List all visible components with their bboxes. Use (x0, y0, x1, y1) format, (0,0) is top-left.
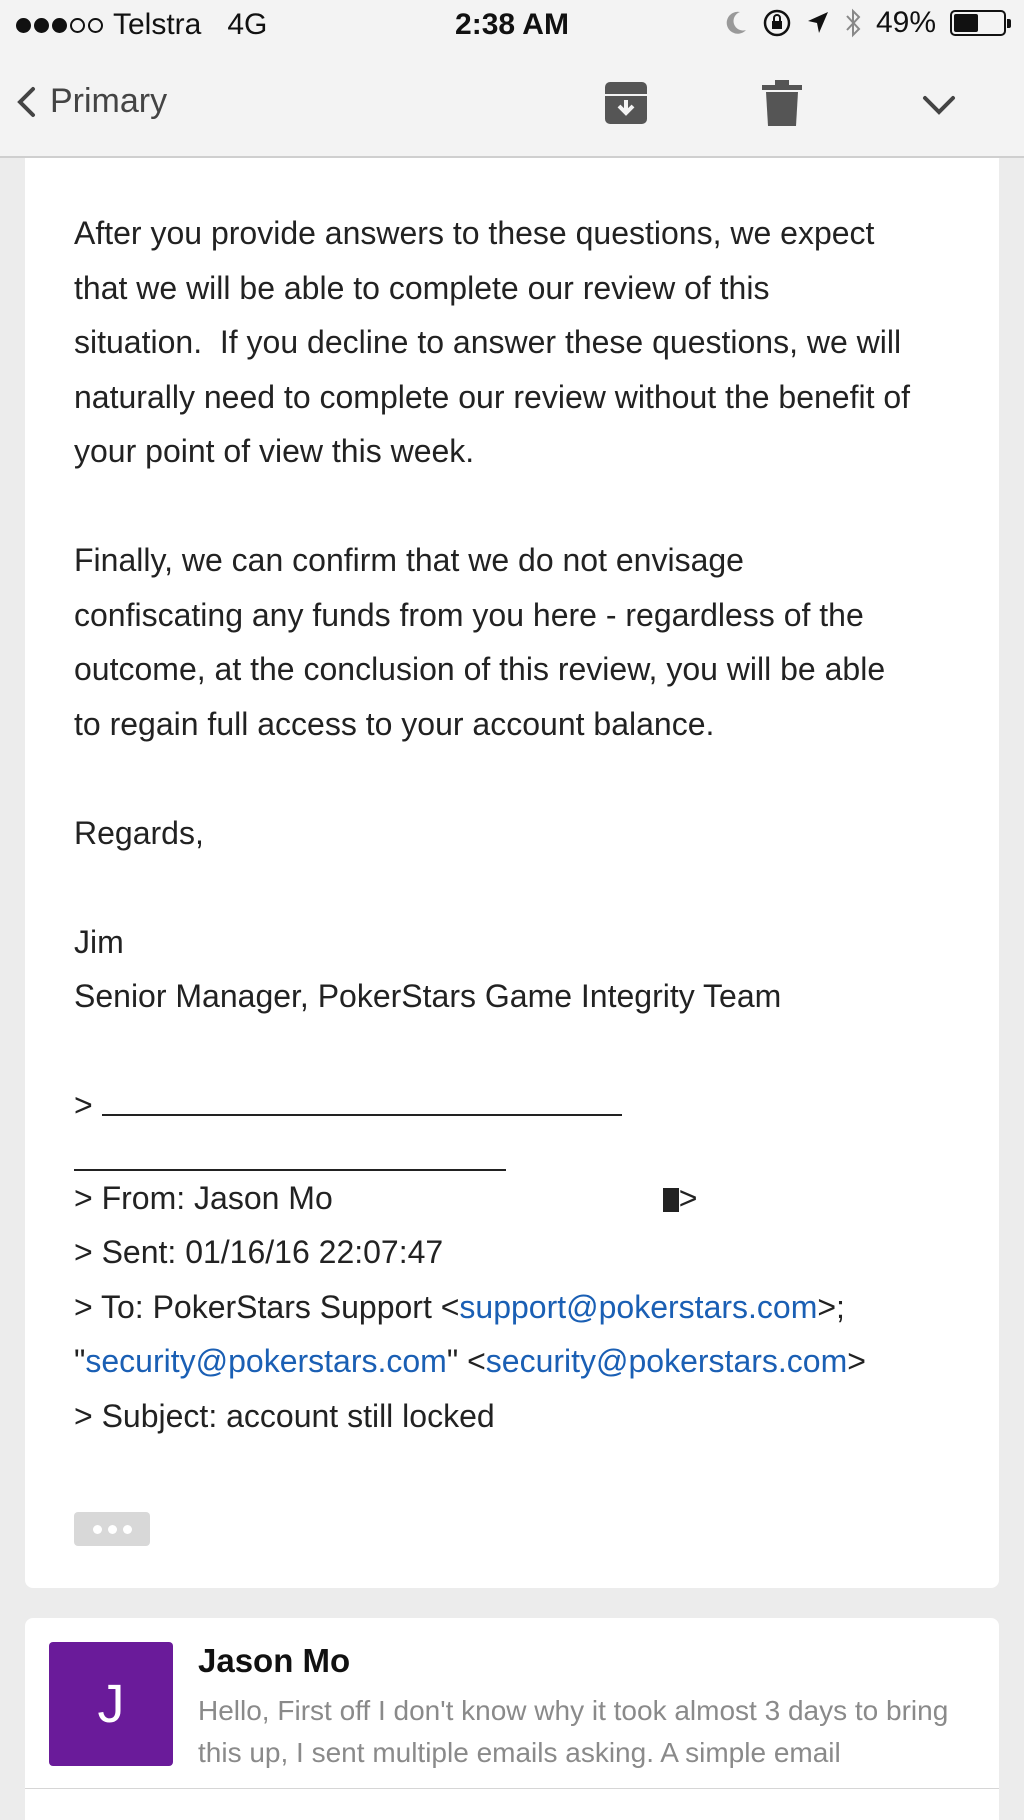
bluetooth-icon (844, 8, 862, 38)
email-message-card (25, 158, 999, 1588)
separator-line (74, 1133, 506, 1171)
separator-line (102, 1092, 622, 1116)
archive-icon[interactable] (603, 80, 649, 126)
email-body (74, 206, 1004, 1443)
text-line: confiscating any funds from you here - regardless of the (74, 596, 864, 633)
quoted-cc: "security@pokerstars.com" <security@pokerstars.com> (74, 1343, 866, 1379)
redacted-block (663, 1188, 679, 1212)
chevron-down-icon[interactable] (922, 94, 956, 116)
trash-icon[interactable] (762, 80, 802, 128)
text-line: Finally, we can confirm that we do not envisage (74, 542, 744, 578)
next-message-card[interactable] (25, 1618, 999, 1820)
message-snippet: Hello, First off I don't know why it took almost 3 days to bring this up, I sent multiple emails asking. A simple email (198, 1695, 949, 1768)
orientation-lock-icon (762, 8, 792, 38)
email-link[interactable]: security@pokerstars.com (485, 1343, 848, 1379)
text-line: to regain full access to your account balance. (74, 705, 715, 742)
quoted-from: > From: Jason Mo > (74, 1179, 698, 1216)
email-link[interactable]: support@pokerstars.com (459, 1288, 818, 1325)
carrier-name: Telstra (113, 8, 202, 41)
show-trimmed-content-button[interactable] (74, 1512, 150, 1546)
back-label: Primary (50, 82, 168, 120)
battery-percent: 49% (875, 6, 936, 39)
quoted-to: > To: PokerStars Support <support@pokerstars.com>; (74, 1288, 845, 1325)
text-line: After you provide answers to these questions, we expect (74, 215, 875, 251)
email-paragraph (74, 206, 1004, 479)
quote-marker: > (74, 1087, 93, 1123)
text-line: your point of view this week. (74, 433, 475, 469)
battery-icon (950, 10, 1006, 36)
signature-title: Senior Manager, PokerStars Game Integrity Team (74, 978, 782, 1014)
chevron-left-icon (16, 86, 36, 118)
quoted-subject: > Subject: account still locked (74, 1397, 495, 1434)
sender-name: Jason Mo (198, 1642, 351, 1679)
quote-separator (74, 1078, 1004, 1133)
text-line: outcome, at the conclusion of this review, you will be able (74, 651, 886, 687)
location-arrow-icon (806, 10, 830, 36)
status-bar (0, 0, 1024, 50)
back-button[interactable] (16, 82, 167, 121)
status-right (724, 6, 1006, 40)
closing: Regards, (74, 814, 204, 851)
network-type: 4G (227, 8, 268, 41)
text-line: naturally need to complete our review without the benefit of (74, 378, 911, 415)
divider (25, 1788, 999, 1789)
email-link[interactable]: security@pokerstars.com (85, 1343, 447, 1379)
avatar: J (49, 1642, 173, 1766)
email-paragraph (74, 533, 1004, 751)
text-line: that we will be able to complete our review of this (74, 269, 770, 306)
nav-bar (0, 50, 1024, 158)
signature-name: Jim (74, 923, 124, 960)
moon-icon (724, 10, 748, 36)
quoted-sent: > Sent: 01/16/16 22:07:47 (74, 1234, 444, 1270)
status-time: 2:38 AM (455, 8, 569, 41)
text-line: situation. If you decline to answer these questions, we will (74, 324, 902, 360)
